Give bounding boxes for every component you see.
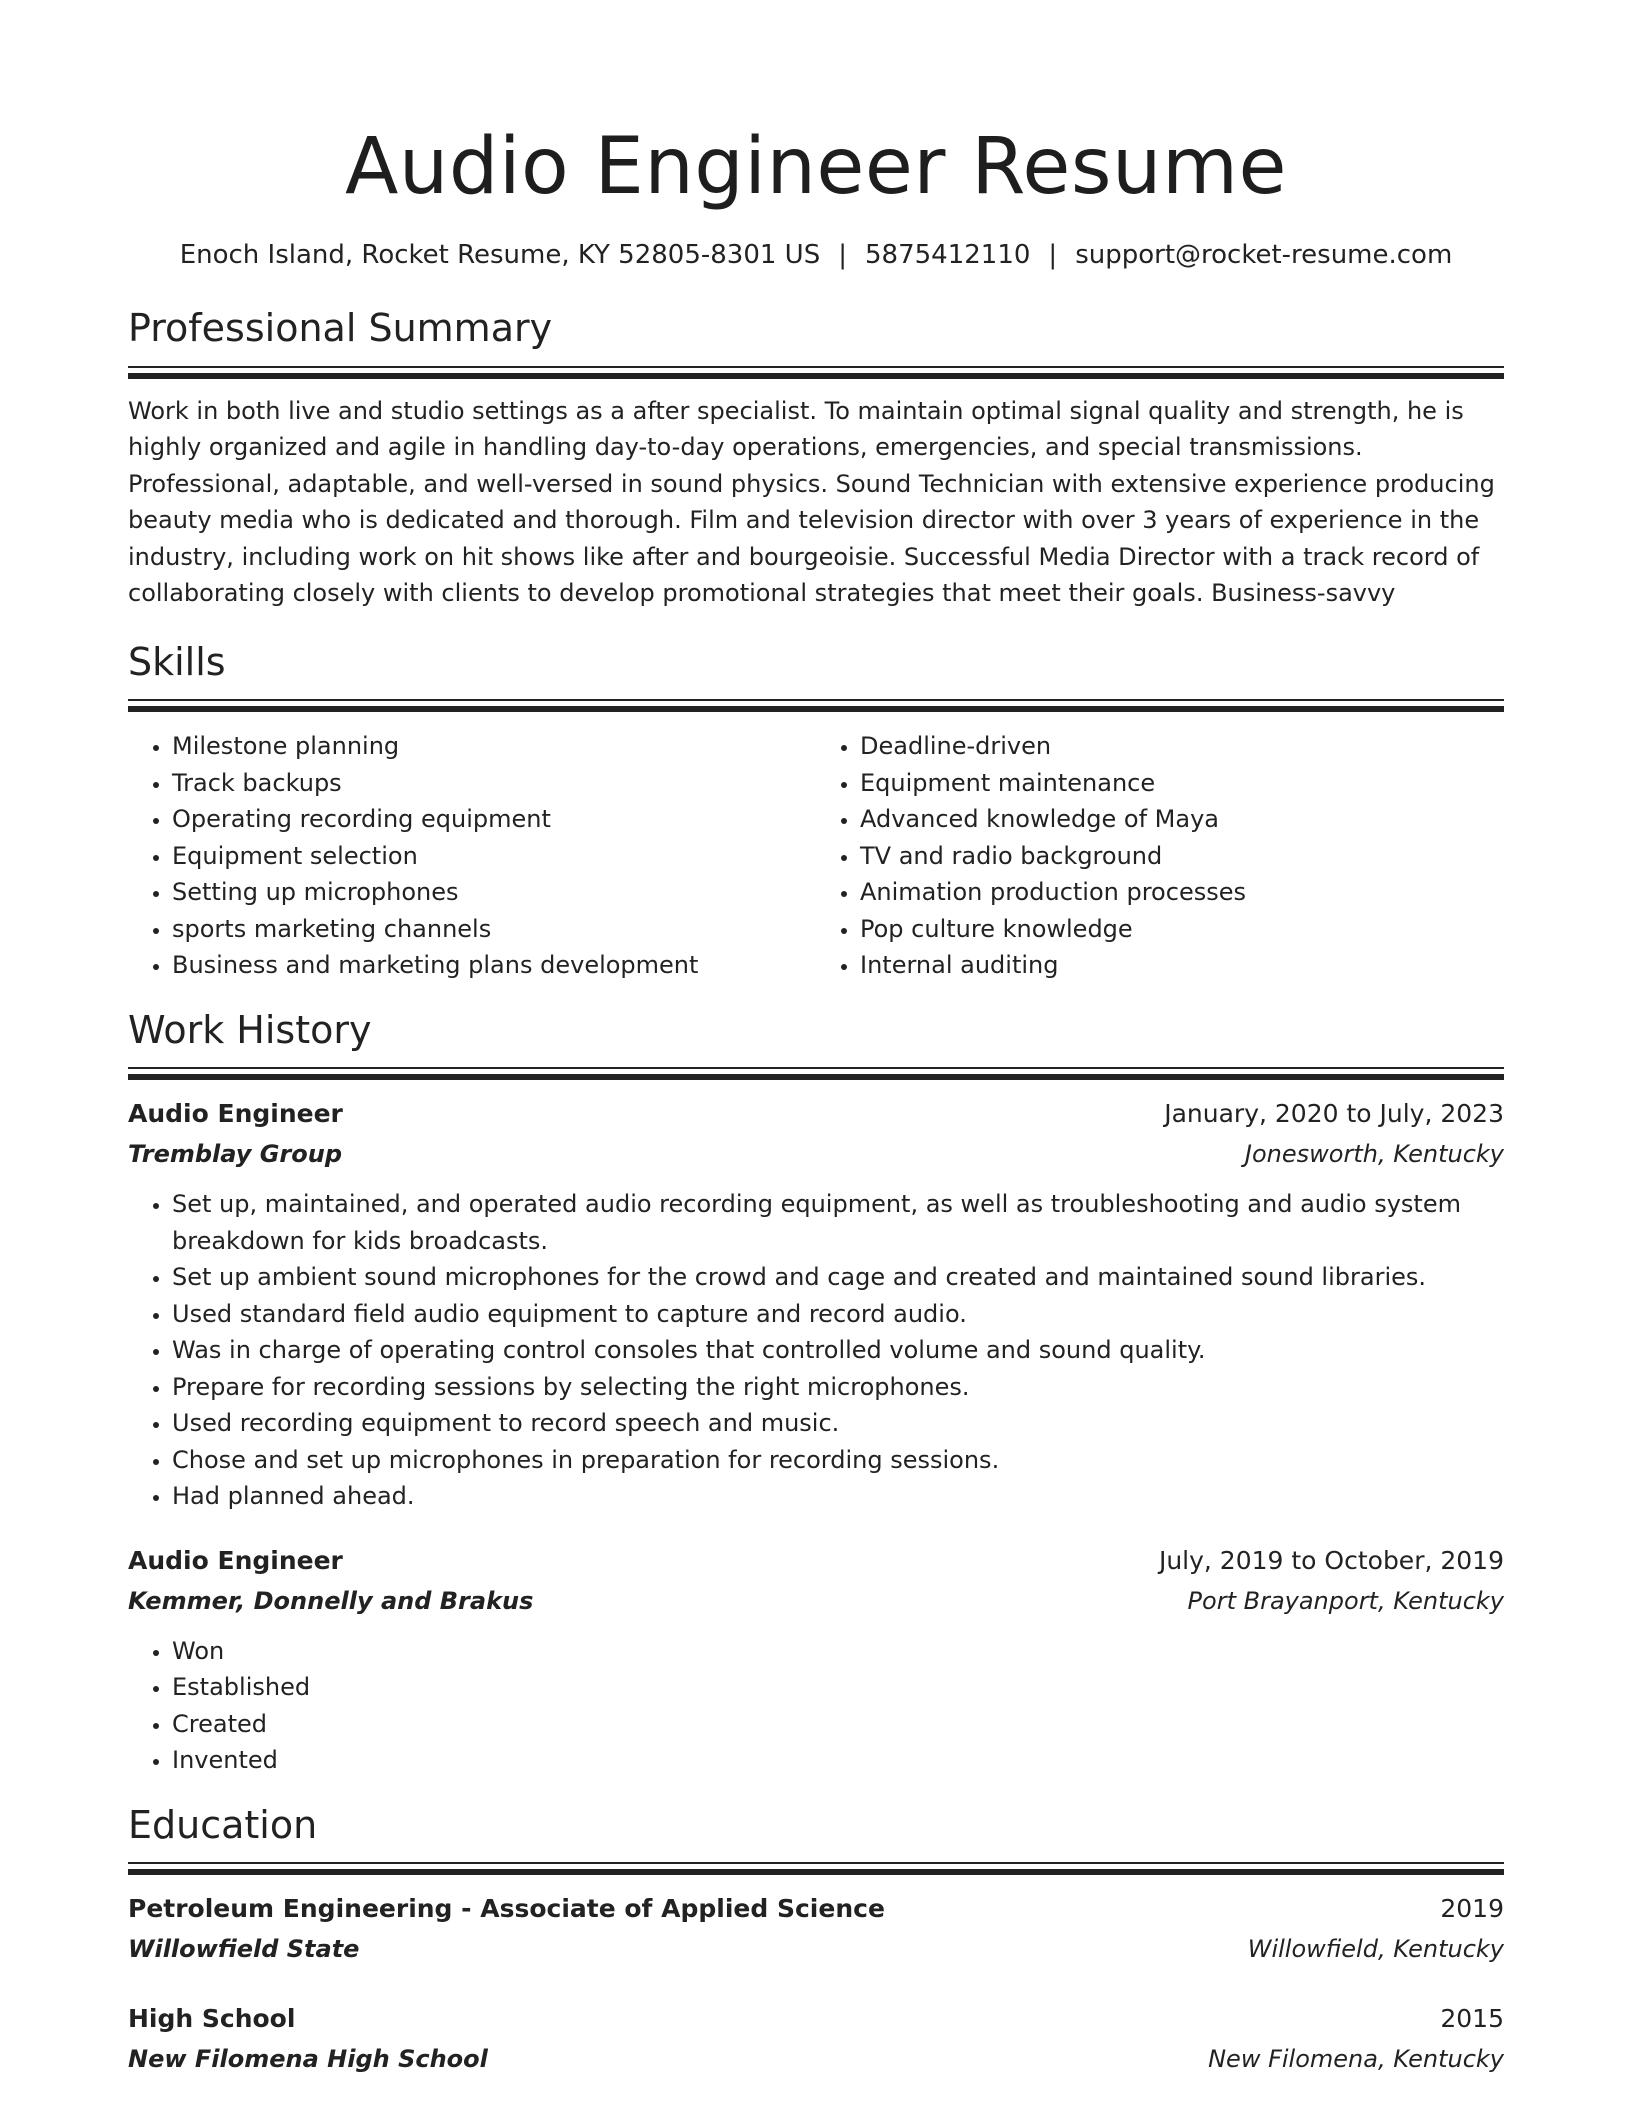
job-header xyxy=(128,1541,1504,1581)
summary-heading: Professional Summary xyxy=(128,306,553,350)
skill-item: • Internal auditing xyxy=(860,947,1504,984)
job-company: Tremblay Group xyxy=(128,1140,343,1169)
job-dates: July, 2019 to October, 2019 xyxy=(1158,1545,1504,1575)
skill-item: • Operating recording equipment xyxy=(172,801,816,838)
contact-separator: | xyxy=(838,240,847,270)
education-header xyxy=(128,1889,1504,1929)
education-degree: Petroleum Engineering - Associate of Applied Science xyxy=(128,1894,885,1924)
job-bullet: • Won xyxy=(172,1633,1504,1670)
job-bullet: • Was in charge of operating control consoles that controlled volume and sound quality. xyxy=(172,1332,1504,1369)
skill-item: • Equipment selection xyxy=(172,838,816,875)
section-divider xyxy=(128,1862,1504,1875)
job-bullets xyxy=(128,1186,1504,1515)
contact-address: Enoch Island, Rocket Resume, KY 52805-8301 US xyxy=(179,240,821,270)
skills-heading: Skills xyxy=(128,639,226,684)
education-subheader xyxy=(128,2039,1504,2079)
contact-line xyxy=(128,240,1504,270)
education-section xyxy=(128,1803,1504,2080)
skills-section xyxy=(128,640,1504,984)
job-bullet: • Used standard field audio equipment to capture and record audio. xyxy=(172,1296,1504,1333)
education-year: 2015 xyxy=(1440,2004,1504,2034)
skills-right-column xyxy=(816,728,1504,984)
work-history-heading: Work History xyxy=(128,1007,372,1052)
job-title: Audio Engineer xyxy=(128,1545,343,1575)
job-bullets xyxy=(128,1633,1504,1779)
job-entry xyxy=(128,1094,1504,1515)
job-bullet: • Set up ambient sound microphones for the crowd and cage and created and maintained sound libraries. xyxy=(172,1259,1504,1296)
job-dates: January, 2020 to July, 2023 xyxy=(1164,1099,1504,1129)
job-company: Kemmer, Donnelly and Brakus xyxy=(128,1586,534,1615)
skill-item: • sports marketing channels xyxy=(172,911,816,948)
skill-item: • TV and radio background xyxy=(860,838,1504,875)
skill-item: • Advanced knowledge of Maya xyxy=(860,801,1504,838)
job-title: Audio Engineer xyxy=(128,1099,343,1129)
education-entry xyxy=(128,1889,1504,1969)
education-location: Willowfield, Kentucky xyxy=(1247,1935,1504,1964)
work-history-section xyxy=(128,1008,1504,1779)
job-bullet: • Prepare for recording sessions by selecting the right microphones. xyxy=(172,1369,1504,1406)
job-location: Jonesworth, Kentucky xyxy=(1244,1140,1504,1169)
job-subheader xyxy=(128,1581,1504,1621)
job-bullet: • Used recording equipment to record speech and music. xyxy=(172,1405,1504,1442)
resume-title: Audio Engineer Resume xyxy=(345,122,1287,212)
education-entry xyxy=(128,1999,1504,2079)
contact-phone: 5875412110 xyxy=(865,240,1031,270)
contact-separator: | xyxy=(1048,240,1058,270)
summary-text: Work in both live and studio settings as a after specialist. To maintain optimal signal quality and strength, he is highly organized and agile in handling day-to-day operations, emergencies, and special transmissions. Professional, adaptable, and well-versed in sound physics. Sound Technician with extensive experience producing beauty media who is dedicated and thorough. Film and television director with over 3 years of experience in the industry, including work on hit shows like after and bourgeoisie. Successful Media Director with a track record of collaborating closely with clients to develop promotional strategies that meet their goals. Business-savvy xyxy=(128,396,1495,608)
skill-item: • Pop culture knowledge xyxy=(860,911,1504,948)
skill-item: • Equipment maintenance xyxy=(860,765,1504,802)
skill-item: • Business and marketing plans development xyxy=(172,947,816,984)
education-subheader xyxy=(128,1929,1504,1969)
skill-item: • Animation production processes xyxy=(860,874,1504,911)
job-entry xyxy=(128,1541,1504,1779)
skills-columns xyxy=(128,728,1504,984)
education-heading: Education xyxy=(128,1802,318,1847)
education-year: 2019 xyxy=(1440,1894,1504,1924)
education-header xyxy=(128,1999,1504,2039)
section-divider xyxy=(128,699,1504,712)
job-subheader xyxy=(128,1134,1504,1174)
skill-item: • Milestone planning xyxy=(172,728,816,765)
job-bullet: • Set up, maintained, and operated audio recording equipment, as well as troubleshooting and audio system breakdown for kids broadcasts. xyxy=(172,1186,1504,1259)
job-header xyxy=(128,1094,1504,1134)
education-location: New Filomena, Kentucky xyxy=(1208,2045,1504,2074)
skill-item: • Deadline-driven xyxy=(860,728,1504,765)
job-bullet: • Had planned ahead. xyxy=(172,1478,1504,1515)
job-location: Port Brayanport, Kentucky xyxy=(1187,1586,1504,1615)
section-divider xyxy=(128,366,1504,379)
job-bullet: • Invented xyxy=(172,1742,1504,1779)
education-school: Willowfield State xyxy=(128,1935,360,1964)
summary-section xyxy=(128,306,1504,612)
job-bullet: • Created xyxy=(172,1706,1504,1743)
education-school: New Filomena High School xyxy=(128,2045,488,2074)
skill-item: • Track backups xyxy=(172,765,816,802)
skills-left-column xyxy=(128,728,816,984)
contact-email: support@rocket-resume.com xyxy=(1075,240,1453,270)
education-degree: High School xyxy=(128,2004,296,2034)
job-bullet: • Chose and set up microphones in preparation for recording sessions. xyxy=(172,1442,1504,1479)
skill-item: • Setting up microphones xyxy=(172,874,816,911)
section-divider xyxy=(128,1067,1504,1080)
job-bullet: • Established xyxy=(172,1669,1504,1706)
